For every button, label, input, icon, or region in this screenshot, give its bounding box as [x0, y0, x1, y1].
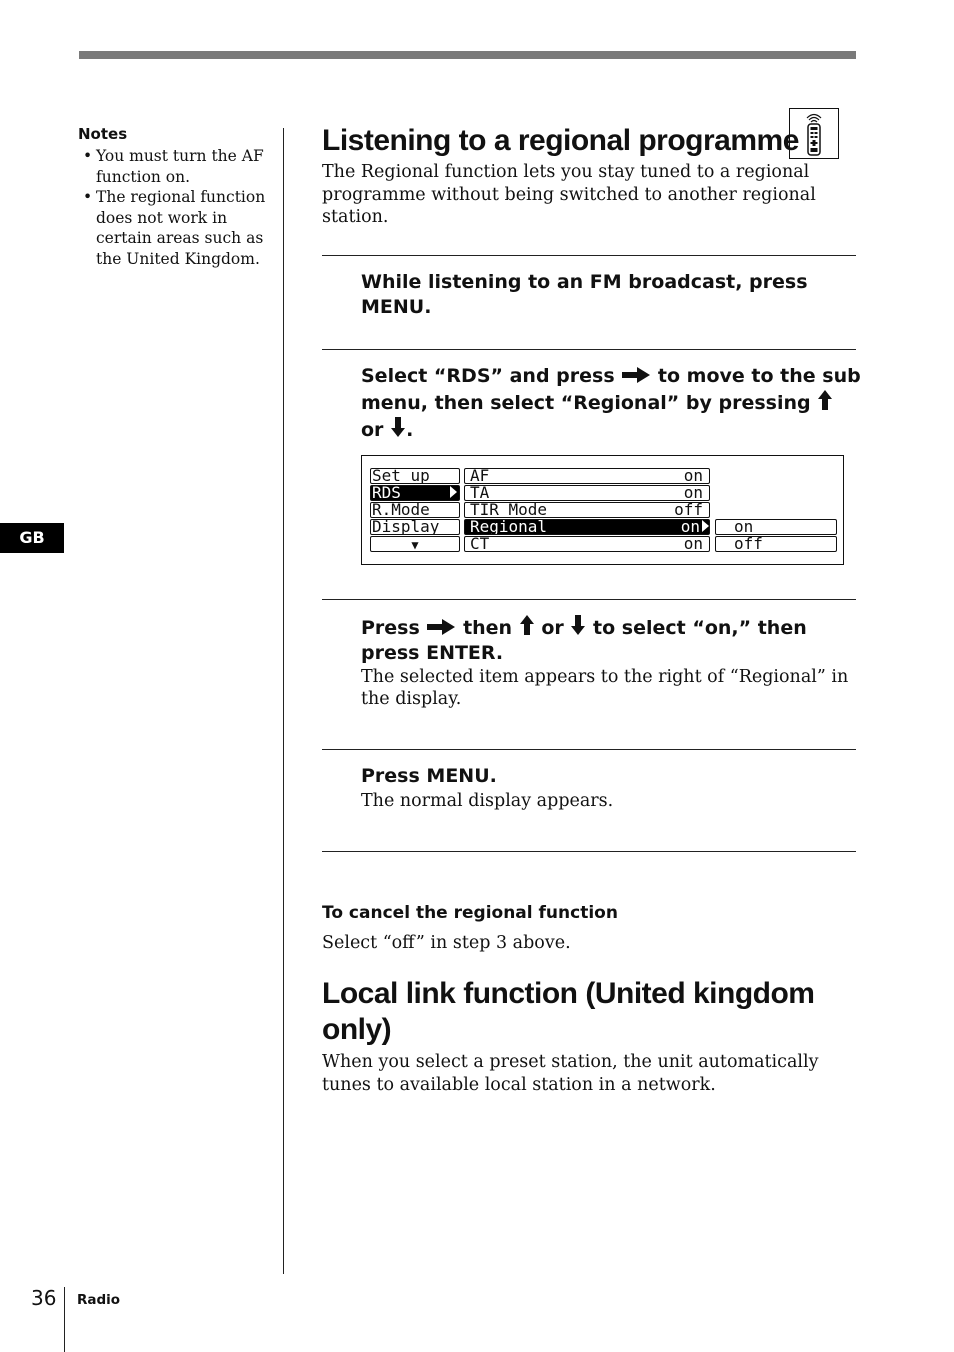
step-2-text-b: to move to the sub menu, then select “Regional” by pressing: [361, 365, 861, 414]
lcd-menu-rds: RDS: [370, 485, 460, 501]
step-2-heading: [361, 364, 861, 443]
step-2-text-d: .: [406, 419, 414, 441]
section-label: Radio: [77, 1292, 121, 1308]
lcd-pointer-icon: [450, 486, 457, 498]
page-number: 36: [31, 1286, 57, 1310]
step-divider: [322, 599, 856, 600]
lcd-item-af: AF on: [464, 468, 710, 484]
lcd-option-on: on: [715, 519, 837, 535]
step-4-heading: Press MENU.: [361, 765, 497, 787]
local-link-text: When you select a preset station, the unit automatically tunes to available local station in a network.: [322, 1052, 819, 1095]
notes-list: [78, 146, 278, 269]
cancel-text: Select “off” in step 3 above.: [322, 933, 571, 953]
lcd-item-tir-mode: TIR Mode off: [464, 502, 710, 518]
lcd-option-off: off: [715, 536, 837, 552]
lcd-item-regional: Regional on: [464, 519, 710, 535]
step-divider: [322, 851, 856, 852]
lcd-display: [361, 455, 844, 565]
lcd-item-ct: CT on: [464, 536, 710, 552]
up-arrow-icon: [817, 389, 833, 411]
right-arrow-icon: [621, 366, 651, 384]
lcd-pointer-icon: [702, 520, 709, 532]
lcd-menu-more: ▼: [370, 536, 460, 552]
step-divider: [322, 349, 856, 350]
regional-intro: The Regional function lets you stay tuned to a regional programme without being switched to another regional station.: [322, 162, 816, 227]
section-title-regional: Listening to a regional programme: [322, 124, 799, 157]
notes-box: [78, 125, 278, 269]
right-arrow-icon: [426, 618, 456, 636]
step-2-text-c: or: [361, 419, 384, 441]
lcd-menu-rmode: R.Mode: [370, 502, 460, 518]
step-3-heading: [361, 614, 861, 666]
cancel-heading: To cancel the regional function: [322, 903, 618, 923]
column-divider: [283, 128, 284, 1274]
step-4-detail: The normal display appears.: [361, 791, 614, 811]
notes-title: Notes: [78, 125, 128, 143]
up-arrow-icon: [519, 614, 535, 636]
down-arrow-icon: [390, 416, 406, 438]
down-arrow-icon: [570, 614, 586, 636]
remote-control-icon: [789, 108, 839, 159]
step-1-heading: While listening to an FM broadcast, press MENU.: [361, 271, 808, 318]
note-item: • The regional function does not work in certain areas such as the United Kingdom.: [78, 187, 278, 269]
top-rule: [79, 51, 856, 59]
step-3-text-b: then: [463, 617, 513, 639]
step-3-text-a: Press: [361, 617, 420, 639]
step-2-text-a: Select “RDS” and press: [361, 365, 615, 387]
step-3-text-c: or: [541, 617, 564, 639]
step-divider: [322, 749, 856, 750]
step-3-detail: The selected item appears to the right of “Regional” in the display.: [361, 667, 849, 709]
lcd-menu-display: Display: [370, 519, 460, 535]
language-tab: GB: [0, 523, 64, 553]
note-item: • You must turn the AF function on.: [78, 146, 278, 187]
lcd-menu-setup: Set up: [370, 468, 460, 484]
lcd-item-ta: TA on: [464, 485, 710, 501]
step-divider: [322, 255, 856, 256]
footer-divider: [64, 1287, 65, 1352]
section-title-local-link: Local link function (United kingdom only): [322, 977, 815, 1046]
step-3-text-d: to select “on,” then press ENTER.: [361, 617, 807, 664]
